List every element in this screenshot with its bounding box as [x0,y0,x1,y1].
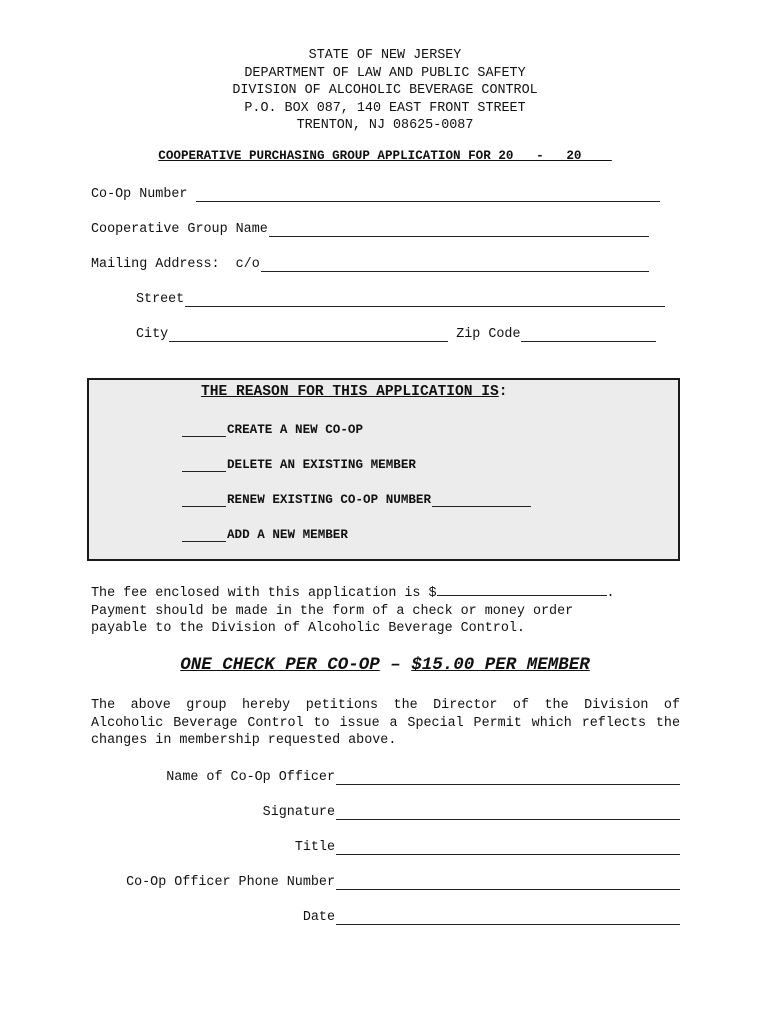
officer-name-row [166,767,680,785]
signature-field[interactable] [336,806,680,820]
option-renew-label: RENEW EXISTING CO-OP NUMBER [227,493,432,507]
option-add-blank[interactable] [182,529,226,542]
group-name-field[interactable] [269,223,649,237]
group-name-label: Cooperative Group Name [91,222,268,237]
form-title: COOPERATIVE PURCHASING GROUP APPLICATION FOR 20 - 20____ [158,149,612,163]
date-label: Date [302,910,335,925]
zip-label: Zip Code [448,327,521,342]
option-delete-blank[interactable] [182,459,226,472]
officer-name-label: Name of Co-Op Officer [166,770,335,785]
header-department: DEPARTMENT OF LAW AND PUBLIC SAFETY [244,65,526,81]
reason-title-text: THE REASON FOR THIS APPLICATION IS [201,384,499,400]
street-field[interactable] [185,293,665,307]
banner-fee-per-member: $15.00 PER MEMBER [411,655,590,675]
option-add[interactable] [182,528,348,542]
officer-phone-label: Co-Op Officer Phone Number [126,875,335,890]
group-name-row [91,219,649,237]
fee-paragraph [91,583,680,638]
reason-box [87,378,680,561]
header-city: TRENTON, NJ 08625-0087 [296,118,474,134]
date-row [303,907,680,925]
coop-number-label: Co-Op Number [91,187,196,202]
option-renew-blank[interactable] [182,494,226,507]
signature-label: Signature [262,805,335,820]
officer-phone-row [126,872,680,890]
city-zip-row [136,324,656,342]
option-create-label: CREATE A NEW CO-OP [227,423,364,437]
reason-box-title [201,384,508,400]
fee-suffix: . [606,586,615,601]
fee-banner [0,655,770,675]
city-label: City [136,327,169,342]
signature-row [263,802,680,820]
renew-coop-number-field[interactable] [432,494,531,507]
mailing-address-label: Mailing Address: c/o [91,257,260,272]
officer-title-label: Title [294,840,335,855]
date-field[interactable] [336,911,680,925]
header-state: STATE OF NEW JERSEY [308,48,462,63]
officer-title-field[interactable] [336,841,680,855]
fee-amount-field[interactable] [437,583,607,596]
mailing-address-field[interactable] [261,258,649,272]
banner-separator: – [379,655,412,675]
officer-title-row [295,837,680,855]
fee-prefix: The fee enclosed with this application is $ [91,586,437,601]
city-field[interactable] [169,328,448,342]
coop-number-field[interactable] [196,188,660,202]
option-delete[interactable] [182,458,416,472]
option-delete-label: DELETE AN EXISTING MEMBER [227,458,416,472]
option-renew[interactable] [182,493,531,507]
banner-check-per-coop: ONE CHECK PER CO-OP [180,655,380,675]
street-label: Street [136,292,185,307]
fee-payable-text: payable to the Division of Alcoholic Beverage Control. [91,621,525,637]
option-create-blank[interactable] [182,424,226,437]
agency-header [0,47,770,135]
officer-name-field[interactable] [336,771,680,785]
fee-payment-text: Payment should be made in the form of a check or money order [91,603,574,619]
reason-title-colon: : [498,384,508,400]
zip-field[interactable] [521,328,656,342]
mailing-address-row [91,254,649,272]
option-add-label: ADD A NEW MEMBER [227,528,348,542]
street-row [136,289,665,307]
petition-paragraph: The above group hereby petitions the Director of the Division of Alcoholic Beverage Control to issue a Special Permit which reflects the changes in membership requested above. [91,698,680,749]
officer-phone-field[interactable] [336,876,680,890]
header-address: P.O. BOX 087, 140 EAST FRONT STREET [244,100,526,116]
coop-number-row [91,184,660,202]
header-division: DIVISION OF ALCOHOLIC BEVERAGE CONTROL [232,83,538,99]
option-create[interactable] [182,423,363,437]
